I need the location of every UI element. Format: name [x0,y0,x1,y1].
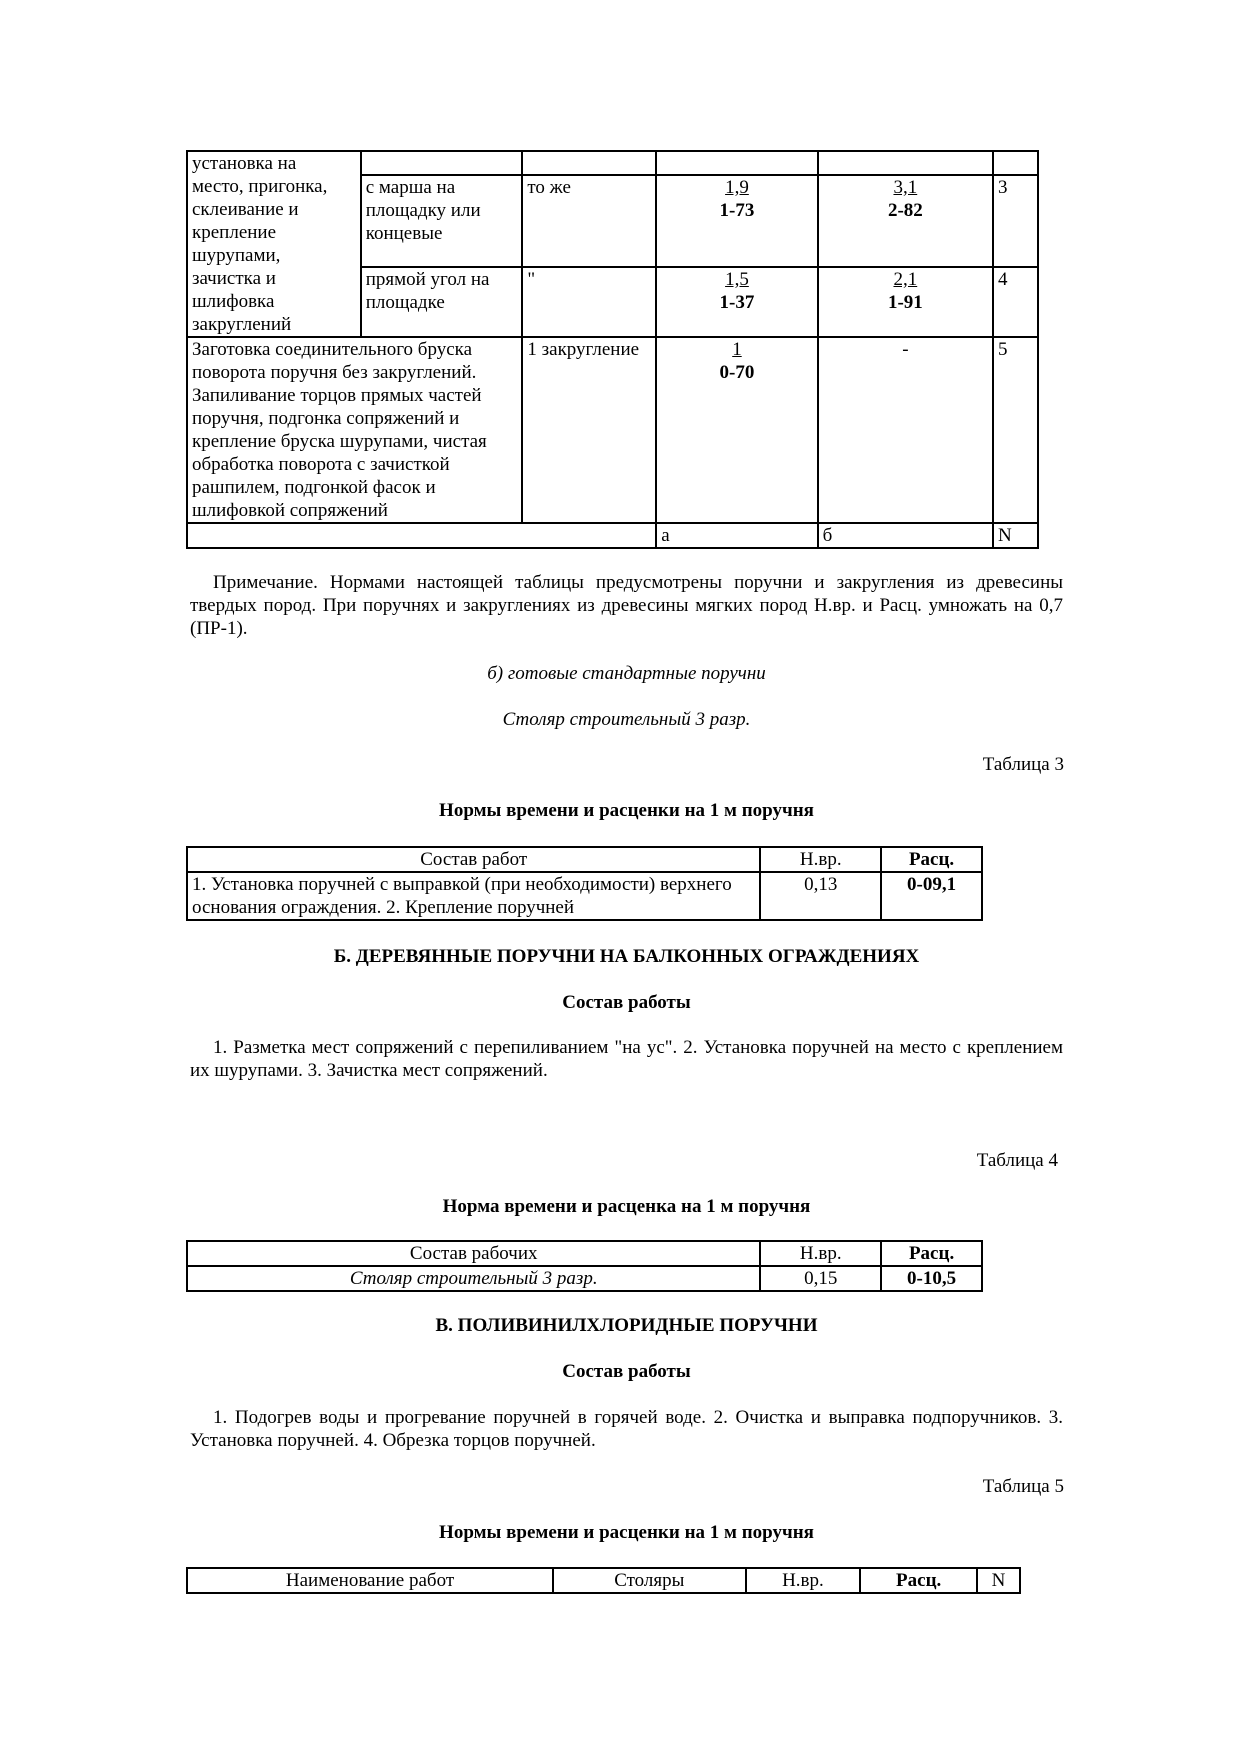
table-cell [760,1266,881,1291]
table-cell [818,523,993,548]
table-title: Нормы времени и расценки на 1 м поручня [439,1522,814,1543]
table-cell [656,267,817,337]
header-cell [187,1241,760,1266]
header-text: Н.вр. [799,1243,842,1264]
header-text: Расц. [908,1243,955,1264]
cell-text: с марша на площадку или концевые [365,177,481,244]
time-norm-value: 1,5 [725,269,749,290]
time-norm-value: 0,15 [804,1268,838,1289]
table-cell [881,1266,982,1291]
table-cell [361,175,523,267]
price-value: 0-70 [719,362,755,383]
cell-text: место, пригонка, склеивание и крепление шурупами, [192,176,328,266]
table-cell [187,1266,760,1291]
header-cell [977,1568,1020,1593]
price-value: 1-91 [887,292,923,313]
table-row [187,267,1038,337]
table-cell [187,523,656,548]
header-text: Состав рабочих [409,1243,538,1264]
price-value: 1-37 [719,292,755,313]
cell-text: Столяр строительный 3 разр. [349,1268,598,1289]
header-text: Состав работ [420,849,528,870]
table-cell [993,151,1038,175]
table-cell [187,872,760,920]
header-text: N [991,1570,1006,1591]
table-4 [186,1240,983,1292]
section-title: Б. ДЕРЕВЯННЫЕ ПОРУЧНИ НА БАЛКОННЫХ ОГРАЖДЕНИЯХ [333,946,920,967]
table-label: Таблица 4 [976,1150,1058,1171]
header-text: Расц. [908,849,955,870]
table-cell [522,175,656,267]
table-row [187,175,1038,267]
cell-text: 1 закругление [527,339,640,360]
header-text: Н.вр. [799,849,842,870]
table-cell [656,151,817,175]
header-cell [187,847,760,872]
table-header-row [187,1568,1020,1593]
table-cell [993,175,1038,267]
table-cell [656,337,817,523]
cell-text: 1. Установка поручней с выправкой (при необходимости) верхнего основания ограждения. 2. Крепление поручней [192,874,732,918]
header-cell [746,1568,861,1593]
price-value: 2-82 [887,200,923,221]
table-cell [818,267,993,337]
table-cell [187,175,361,267]
subheading-standard-handrails: б) готовые стандартные поручни [487,663,766,684]
table-cell [522,337,656,523]
column-index: б [822,525,833,546]
header-cell [881,1241,982,1266]
row-number: 4 [998,269,1008,290]
header-text: Столяры [614,1570,685,1591]
table-cell [818,175,993,267]
table-cell [522,267,656,337]
header-text: Наименование работ [285,1570,455,1591]
table-cell [361,151,523,175]
table-footer-row [187,523,1038,548]
table-cell [522,151,656,175]
table-cell [760,872,881,920]
table-cell [361,267,523,337]
header-text: Н.вр. [782,1570,824,1591]
cell-text: Заготовка соединительного бруска поворота поручня без закруглений. Запиливание торцов прямых частей поручня, подгонка сопряжений и крепление бруска шурупами, чистая обработка поворота с зачисткой рашпилем, подгонкой фасок и шлифовкой сопряжений [192,339,487,521]
time-norm-value: 1 [732,339,742,360]
time-norm-value: 1,9 [725,177,749,198]
column-index: а [661,525,670,546]
price-value: 1-73 [719,200,755,221]
table-cell [187,151,361,175]
header-cell [860,1568,977,1593]
row-number: 3 [998,177,1008,198]
table-title: Нормы времени и расценки на 1 м поручня [439,800,814,821]
header-cell [187,1568,553,1593]
table-cell [993,523,1038,548]
table-row [187,337,1038,523]
cell-text: прямой угол на площадке [365,269,490,313]
section-subtitle: Состав работы [562,992,691,1013]
time-norm-value: 0,13 [804,874,838,895]
section-subtitle: Состав работы [562,1361,691,1382]
cell-text: то же [527,177,571,198]
header-cell [553,1568,746,1593]
table-row [187,151,1038,175]
table-cell [818,337,993,523]
worker-category: Столяр строительный 3 разр. [502,709,751,730]
table-cell [656,175,817,267]
table-label: Таблица 5 [982,1476,1064,1497]
cell-text: зачистка и шлифовка закруглений [192,268,292,335]
note-paragraph: Примечание. Нормами настоящей таблицы предусмотрены поручни и закругления из древесины твердых пород. При поручнях и закруглениях из древесины мягких пород Н.вр. и Расц. умножать на 0,7 (ПР-1). [190,572,1063,639]
row-number: 5 [998,339,1008,360]
table-title: Норма времени и расценка на 1 м поручня [442,1196,811,1217]
header-text: Расц. [896,1570,942,1591]
table-cell [656,523,817,548]
table-header-row [187,847,982,872]
price-value: 0-10,5 [907,1268,957,1289]
section-title: В. ПОЛИВИНИЛХЛОРИДНЫЕ ПОРУЧНИ [435,1315,818,1336]
table-3 [186,846,983,921]
table-header-row [187,1241,982,1266]
table-row [187,872,982,920]
header-cell [760,1241,881,1266]
table-cell [187,267,361,337]
column-index: N [998,525,1012,546]
table-5 [186,1567,1021,1594]
section-text: 1. Разметка мест сопряжений с перепиливанием "на ус". 2. Установка поручней на место с креплением их шурупами. 3. Зачистка мест сопряжений. [190,1037,1063,1081]
top-norms-table [186,150,1039,549]
cell-text: " [527,269,536,290]
table-cell [993,337,1038,523]
section-text: 1. Подогрев воды и прогревание поручней в горячей воде. 2. Очистка и выправка подпоручников. 3. Установка поручней. 4. Обрезка торцов поручней. [190,1407,1063,1451]
time-norm-value: 3,1 [893,177,918,198]
header-cell [760,847,881,872]
time-norm-value: 2,1 [893,269,918,290]
table-label: Таблица 3 [982,754,1064,775]
price-value: 0-09,1 [907,874,957,895]
cell-text: установка на [192,153,297,174]
table-cell [187,337,522,523]
header-cell [881,847,982,872]
table-cell [818,151,993,175]
table-cell [993,267,1038,337]
table-cell [881,872,982,920]
table-row [187,1266,982,1291]
cell-text: - [902,339,909,360]
